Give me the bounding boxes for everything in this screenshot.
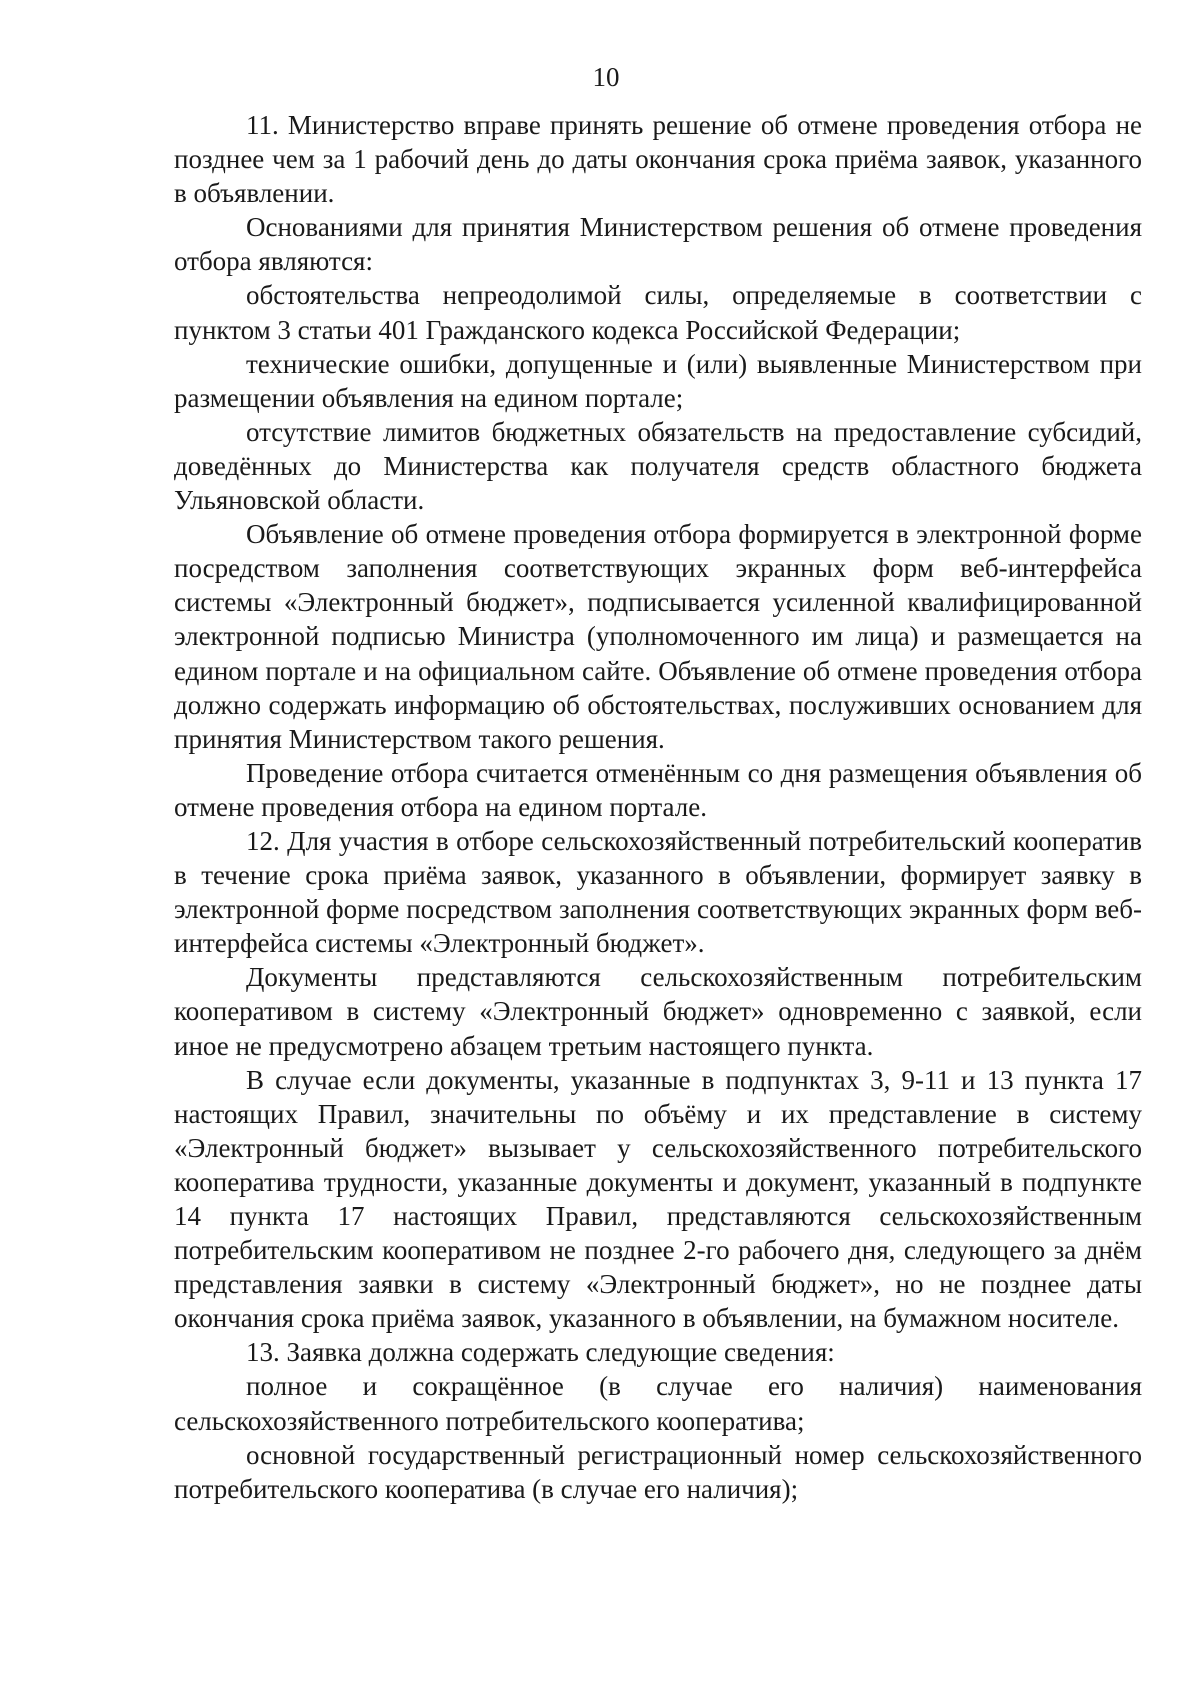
paragraph-grounds-intro: Основаниями для принятия Министерством решения об отмене проведения отбора являются: [174, 212, 1142, 277]
paragraph-documents-submission: Документы представляются сельскохозяйственным потребительским кооперативом в систему «Электронный бюджет» одновременно с заявкой, если иное не предусмотрено абзацем третьим настоящего пункта. [174, 962, 1142, 1061]
paragraph-ogrn: основной государственный регистрационный номер сельскохозяйственного потребительского кооператива (в случае его наличия); [174, 1439, 1142, 1504]
paragraph-11-decision: 11. Министерство вправе принять решение об отмене проведения отбора не позднее чем за 1 рабочий день до даты окончания срока приёма заявок, указанного в объявлении. [174, 110, 1142, 209]
paragraph-13-contents: 13. Заявка должна содержать следующие сведения: [246, 1337, 835, 1368]
paragraph-paper-submission: В случае если документы, указанные в подпунктах 3, 9-11 и 13 пункта 17 настоящих Правил, значительны по объёму и их представление в систему «Электронный бюджет» вызывает у сельскохозяйственного потребительского кооператива трудности, указанные документы и документ, указанный в подпункте 14 пункта 17 настоящих Правил, представляются сельскохозяйственным потребительским кооперативом не позднее 2-го рабочего дня, следующего за днём представления заявки в систему «Электронный бюджет», но не позднее даты окончания срока приёма заявок, указанного в объявлении, на бумажном носителе. [174, 1064, 1142, 1334]
paragraph-technical-errors: технические ошибки, допущенные и (или) выявленные Министерством при размещении объявления на едином портале; [174, 348, 1142, 413]
page-number: 10 [592, 62, 620, 92]
paragraph-budget-limits: отсутствие лимитов бюджетных обязательств на предоставление субсидий, доведённых до Министерства как получателя средств областного бюджета Ульяновской области. [174, 416, 1142, 516]
document-body [174, 108, 1142, 1506]
paragraph-12-application: 12. Для участия в отборе сельскохозяйственный потребительский кооператив в течение срока приёма заявок, указанного в объявлении, формирует заявку в электронной форме посредством заполнения соответствующих экранных форм веб-интерфейса системы «Электронный бюджет». [174, 825, 1142, 959]
paragraph-force-majeure: обстоятельства непреодолимой силы, определяемые в соответствии с пунктом 3 статьи 401 Гражданского кодекса Российской Федерации; [174, 280, 1142, 345]
paragraph-cancellation-announcement: Объявление об отмене проведения отбора формируется в электронной форме посредством заполнения соответствующих экранных форм веб-интерфейса системы «Электронный бюджет», подписывается усиленной квалифицированной электронной подписью Министра (уполномоченного им лица) и размещается на едином портале и на официальном сайте. Объявление об отмене проведения отбора должно содержать информацию об обстоятельствах, послуживших основанием для принятия Министерством такого решения. [174, 519, 1142, 754]
paragraph-full-name: полное и сокращённое (в случае его наличия) наименования сельскохозяйственного потребительского кооператива; [174, 1371, 1142, 1436]
paragraph-cancellation-effective: Проведение отбора считается отменённым со дня размещения объявления об отмене проведения отбора на едином портале. [174, 757, 1142, 822]
